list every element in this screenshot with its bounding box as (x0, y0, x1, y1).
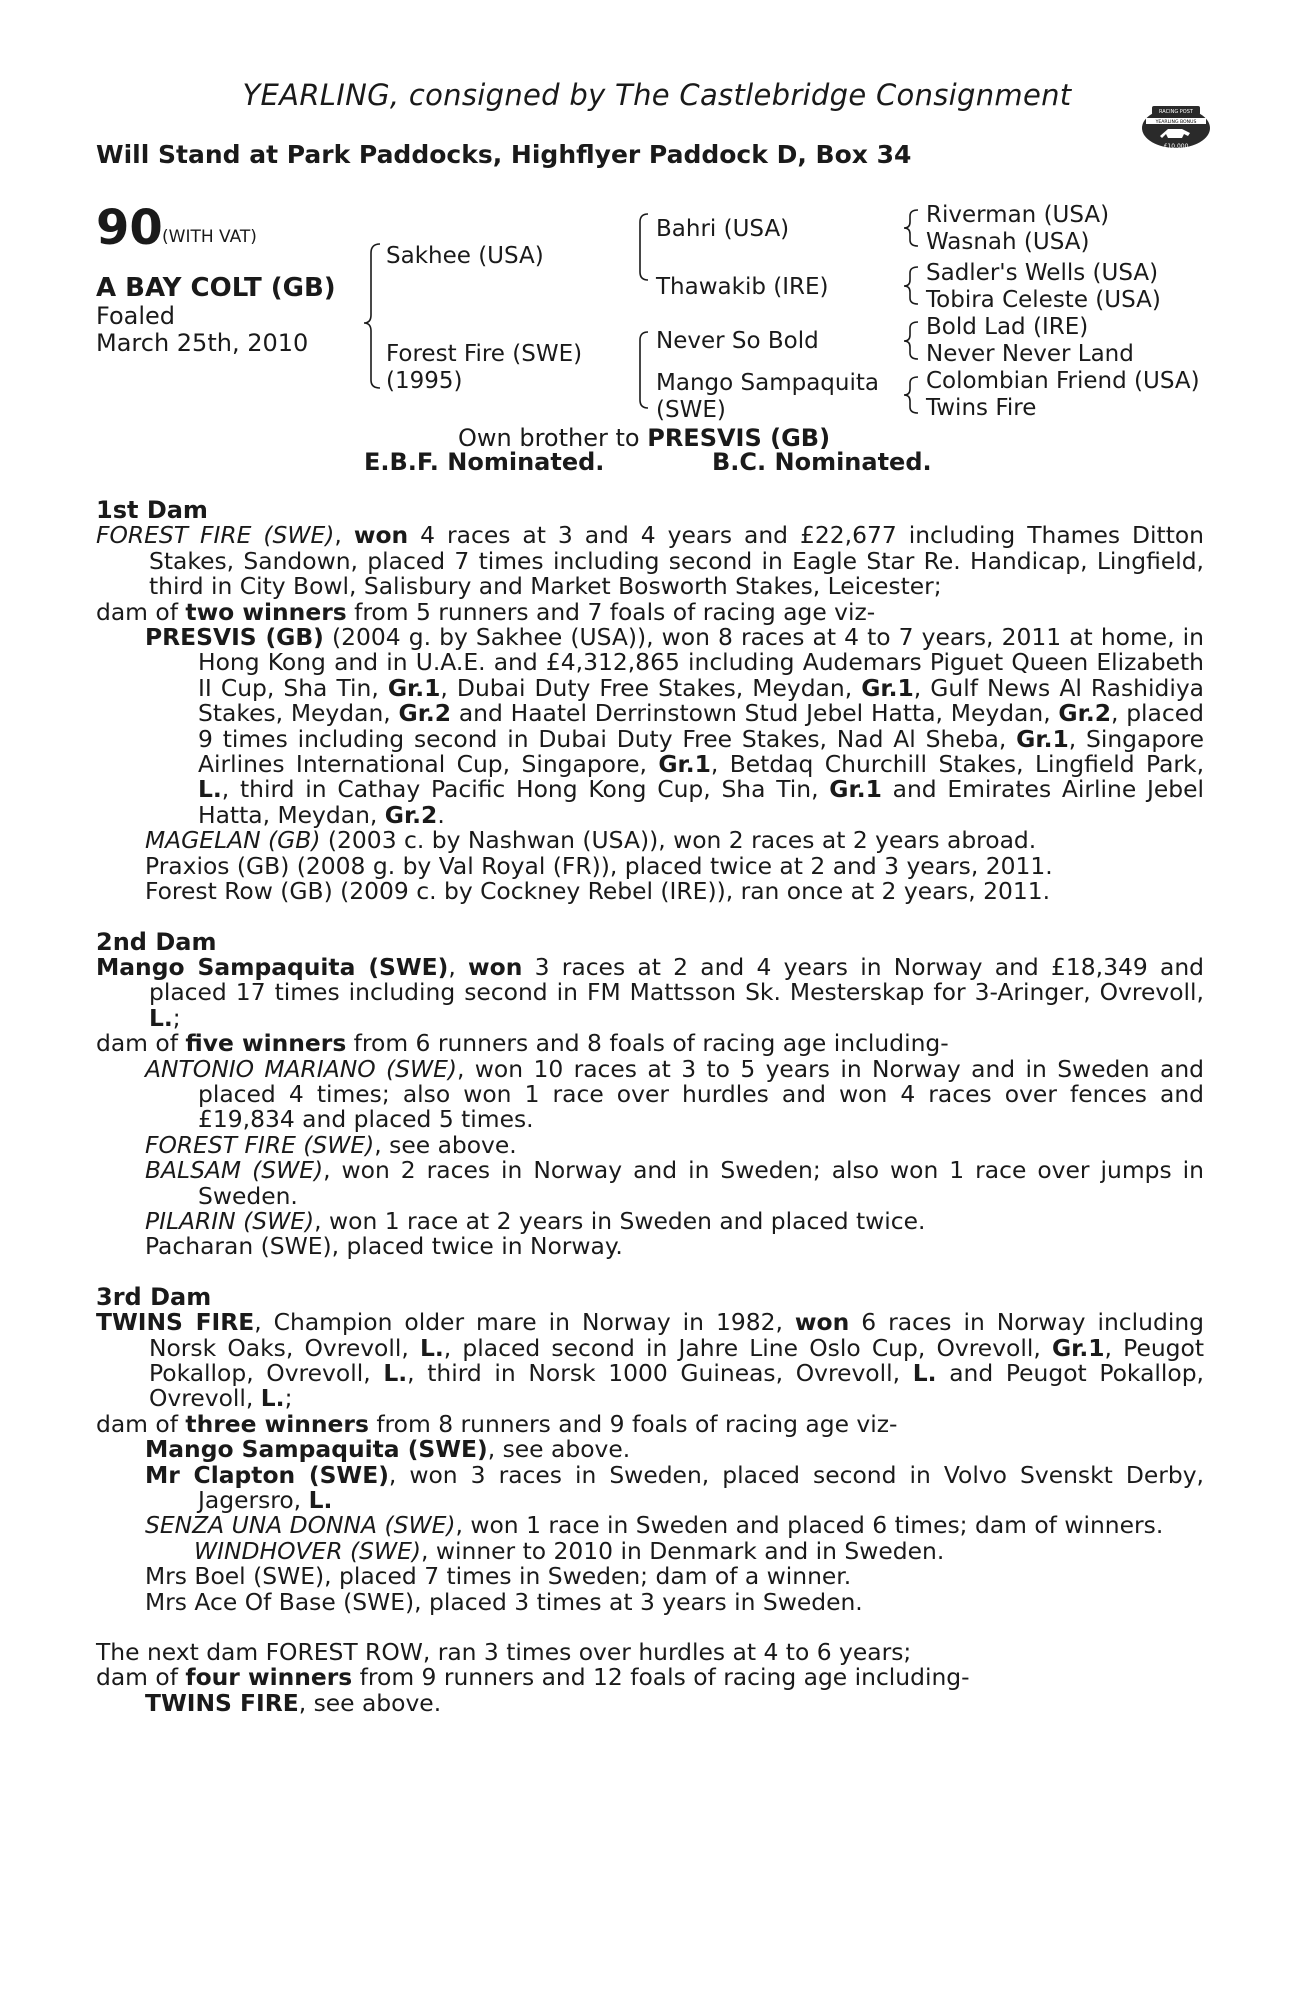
race-text: , Champion older mare in Norway in 1982, (254, 1308, 795, 1337)
won-label: won (353, 521, 409, 550)
first-dam-record-text: 4 races at 3 and 4 years and £22,677 including Thames Ditton Stakes, Sandown, placed 7 times including second in Eagle Star Re. Handicap, Lingfield, third in City Bowl, Salisbury and Market Bosworth Stakes, Leicester; (149, 521, 1205, 601)
pedigree-ddd: Twins Fire (926, 395, 1037, 421)
presvis-name: PRESVIS (GB) (145, 623, 324, 652)
pedigree-dss: Bold Lad (IRE) (926, 314, 1089, 340)
dam-of-suffix: from 6 runners and 8 foals of racing age including- (346, 1029, 949, 1058)
senza-text: , won 1 race in Sweden and placed 6 times; dam of winners. (455, 1511, 1164, 1540)
pedigree-sss: Riverman (USA) (926, 202, 1110, 228)
produce-mango-sampaquita (96, 1437, 1204, 1462)
won-label: won (794, 1308, 850, 1337)
next-dam-line: The next dam FOREST ROW, ran 3 times over hurdles at 4 to 6 years; (96, 1638, 912, 1667)
first-dam-produce-summary (96, 597, 1204, 626)
produce-magelan (96, 828, 1204, 853)
produce-pacharan: Pacharan (SWE), placed twice in Norway. (145, 1232, 623, 1261)
pilarin-name: PILARIN (SWE) (145, 1206, 315, 1235)
twins-fire-name: TWINS FIRE (145, 1688, 299, 1717)
pedigree-dam-year: (1995) (386, 368, 463, 394)
produce-windhover (96, 1536, 1204, 1565)
third-dam-produce-summary (96, 1409, 1204, 1438)
race-text: , Betdaq Churchill Stakes, Lingfield Park, (710, 750, 1205, 779)
antonio-name: ANTONIO MARIANO (SWE) (145, 1054, 457, 1083)
second-dam-name: Mango Sampaquita (SWE) (96, 952, 449, 981)
second-dam-record-text: 3 races at 2 and 4 years in Norway and £18,349 and placed 17 times including second in FM Mattsson Sk. Mesterskap for 3-Aringer, Ovrevoll, (149, 952, 1204, 1007)
grade-label: Gr.1 (1016, 724, 1069, 753)
dam-of-suffix: from 5 runners and 7 foals of racing age viz- (346, 597, 876, 626)
lot-name: A BAY COLT (GB) (96, 273, 336, 303)
twins-fire-text: , see above. (298, 1688, 442, 1717)
pedigree-dam-dam-origin: (SWE) (656, 397, 726, 423)
forest-fire-name: FOREST FIRE (SWE) (145, 1130, 375, 1159)
senza-name: SENZA UNA DONNA (SWE) (145, 1511, 456, 1540)
pedigree-dam: Forest Fire (SWE) (386, 341, 583, 367)
second-dam-record: Mango Sampaquita (SWE), won 3 races at 2 and 4 years in Norway and £18,349 and placed 17 times including second in FM Mattsson Sk. Mesterskap for 3-Aringer, Ovrevoll, L.; (96, 952, 1204, 1032)
third-dam-heading: 3rd Dam (96, 1282, 212, 1311)
grade-label: Gr.1 (387, 673, 441, 702)
third-dam-record (96, 1310, 1204, 1412)
race-text: and Emirates Airline Jebel Hatta, Meydan, (198, 775, 1204, 829)
race-text: , Singapore Airlines International Cup, Singapore, (198, 724, 1205, 779)
race-text: (2004 g. by Sakhee (USA)), won 8 races at 4 to 7 years, 2011 at home, in Hong Kong and in U.A.E. and £4,312,865 including Audemars Piguet Queen Elizabeth II Cup, Sha Tin, (198, 623, 1204, 702)
pedigree-dam-sire: Never So Bold (656, 328, 819, 354)
produce-mrs-ace-of-base: Mrs Ace Of Base (SWE), placed 3 times at 3 years in Sweden. (145, 1587, 863, 1616)
foaled-label: Foaled (96, 302, 176, 330)
race-text: , third in Norsk 1000 Guineas, Ovrevoll, (407, 1359, 913, 1387)
mango-name: Mango Sampaquita (SWE) (145, 1435, 488, 1464)
dam-of-prefix: dam of (96, 597, 186, 626)
mango-text: , see above. (487, 1435, 631, 1464)
magelan-name: MAGELAN (GB) (145, 826, 321, 855)
produce-record (96, 498, 1204, 1716)
windhover-text: , winner to 2010 in Denmark and in Sweden. (421, 1536, 945, 1565)
pedigree-dam-dam: Mango Sampaquita (656, 370, 879, 396)
listed-label: L. (260, 1384, 285, 1413)
antonio-text: , won 10 races at 3 to 5 years in Norway and in Sweden and placed 4 times; also won 1 race over hurdles and won 4 races over fences and £19,834 and placed 5 times. (198, 1054, 1204, 1134)
race-text: , Peugot Pokallop, Ovrevoll, (149, 1333, 1204, 1387)
produce-forest-fire (96, 1130, 1204, 1159)
pedigree-dds: Colombian Friend (USA) (926, 368, 1200, 394)
magelan-text: (2003 c. by Nashwan (USA)), won 2 races at 2 years abroad. (320, 826, 1037, 855)
listed-label: L. (198, 775, 222, 804)
pedigree-sds: Sadler's Wells (USA) (926, 260, 1159, 286)
race-text: , Gulf News Al Rashidiya Stakes, Meydan, (198, 673, 1204, 728)
race-text: and Haatel Derrinstown Stud Jebel Hatta, Meydan, (451, 699, 1059, 728)
grade-label: Gr.2 (384, 800, 438, 829)
race-text: 6 races in Norway including Norsk Oaks, Ovrevoll, (149, 1308, 1204, 1362)
ebf-nominated: E.B.F. Nominated. (364, 448, 605, 476)
third-dam-name: TWINS FIRE (96, 1308, 255, 1337)
listed-label: L. (308, 1486, 333, 1515)
grade-label: Gr.1 (861, 673, 914, 702)
first-dam-record: FOREST FIRE (SWE), won 4 races at 3 and 4 years and £22,677 including Thames Ditton Stakes, Sandown, placed 7 times including second in Eagle Star Re. Handicap, Lingfield, third in City Bowl, Salisbury and Market Bosworth Stakes, Leicester; (96, 521, 1205, 601)
period: . (437, 800, 445, 829)
grade-label: Gr.1 (1051, 1333, 1105, 1362)
produce-presvis (96, 625, 1204, 828)
produce-balsam (96, 1158, 1204, 1209)
won-label: won (468, 952, 523, 981)
listed-label: L. (383, 1359, 408, 1387)
semicolon: ; (172, 1003, 181, 1032)
forest-fire-text: , see above. (374, 1130, 517, 1159)
lot-number: 90 (96, 200, 163, 256)
produce-antonio-mariano (96, 1054, 1204, 1134)
produce-senza-una-donna (96, 1513, 1204, 1538)
grade-label: Gr.2 (398, 699, 452, 728)
produce-mrs-boel: Mrs Boel (SWE), placed 7 times in Sweden; dam of a winner. (145, 1562, 852, 1591)
produce-praxios: Praxios (GB) (2008 g. by Val Royal (FR)), placed twice at 2 and 3 years, 2011. (145, 851, 1053, 880)
pedigree-dsd: Never Never Land (926, 341, 1134, 367)
balsam-name: BALSAM (SWE) (145, 1156, 324, 1185)
dam-of-prefix: dam of (96, 1663, 186, 1692)
bc-nominated: B.C. Nominated. (712, 448, 932, 476)
semicolon: ; (284, 1384, 293, 1413)
foaled-date: March 25th, 2010 (96, 329, 309, 357)
winners-count: three winners (185, 1409, 369, 1438)
pilarin-text: , won 1 race at 2 years in Sweden and placed twice. (314, 1206, 926, 1235)
first-dam-heading: 1st Dam (96, 496, 208, 524)
clapton-name: Mr Clapton (SWE) (145, 1460, 389, 1489)
next-dam-produce-summary (96, 1665, 1204, 1690)
badge-mid-text: YEARLING BONUS (1155, 120, 1197, 125)
pedigree-sdd: Tobira Celeste (USA) (926, 287, 1161, 313)
produce-mr-clapton (96, 1460, 1204, 1515)
catalogue-header-title: YEARLING, consigned by The Castlebridge Consignment (242, 78, 1072, 112)
stand-location: Will Stand at Park Paddocks, Highflyer Paddock D, Box 34 (96, 140, 912, 169)
balsam-text: , won 2 races in Norway and in Sweden; also won 1 race over jumps in Sweden. (198, 1156, 1204, 1210)
windhover-name: WINDHOVER (SWE) (194, 1536, 422, 1565)
dam-of-suffix: from 9 runners and 12 foals of racing age including- (352, 1663, 970, 1692)
vat-note: (WITH VAT) (162, 227, 257, 247)
first-dam-name: FOREST FIRE (SWE) (96, 521, 335, 550)
own-brother-name: PRESVIS (GB) (647, 424, 831, 452)
produce-forest-row: Forest Row (GB) (2009 c. by Cockney Rebel (IRE)), ran once at 2 years, 2011. (145, 877, 1051, 906)
listed-label: L. (420, 1333, 444, 1362)
grade-label: Gr.1 (829, 775, 882, 804)
listed-label: L. (149, 1003, 173, 1032)
listed-label: L. (912, 1359, 937, 1387)
dam-of-prefix: dam of (96, 1409, 186, 1438)
race-text: , placed 9 times including second in Dubai Duty Free Stakes, Nad Al Sheba, (198, 699, 1204, 753)
own-brother-prefix: Own brother to (458, 424, 640, 452)
winners-count: four winners (185, 1663, 353, 1692)
second-dam-heading: 2nd Dam (96, 927, 217, 956)
badge-bottom-text: £10,000 (1163, 143, 1189, 150)
pedigree-ssd: Wasnah (USA) (926, 229, 1090, 255)
dam-of-prefix: dam of (96, 1029, 186, 1058)
pedigree-sire: Sakhee (USA) (386, 243, 544, 269)
clapton-text: , won 3 races in Sweden, placed second in Volvo Svenskt Derby, Jagersro, (198, 1460, 1204, 1515)
winners-count: two winners (185, 597, 347, 626)
race-text: , Dubai Duty Free Stakes, Meydan, (440, 673, 862, 702)
race-text: , third in Cathay Pacific Hong Kong Cup, Sha Tin, (221, 775, 830, 804)
produce-pilarin (96, 1206, 1204, 1235)
badge-top-text: RACING POST (1159, 109, 1193, 115)
grade-label: Gr.1 (658, 750, 711, 779)
dam-of-suffix: from 8 runners and 9 foals of racing age viz- (368, 1409, 898, 1438)
second-dam-produce-summary (96, 1031, 1204, 1056)
race-text: , placed second in Jahre Line Oslo Cup, Ovrevoll, (443, 1333, 1052, 1362)
race-text: and Peugot Pokallop, Ovrevoll, (149, 1359, 1204, 1413)
pedigree-sire-sire: Bahri (USA) (656, 216, 790, 242)
pedigree-sire-dam: Thawakib (IRE) (656, 274, 829, 300)
grade-label: Gr.2 (1058, 699, 1111, 728)
winners-count: five winners (185, 1029, 347, 1058)
produce-twins-fire (96, 1688, 1204, 1717)
